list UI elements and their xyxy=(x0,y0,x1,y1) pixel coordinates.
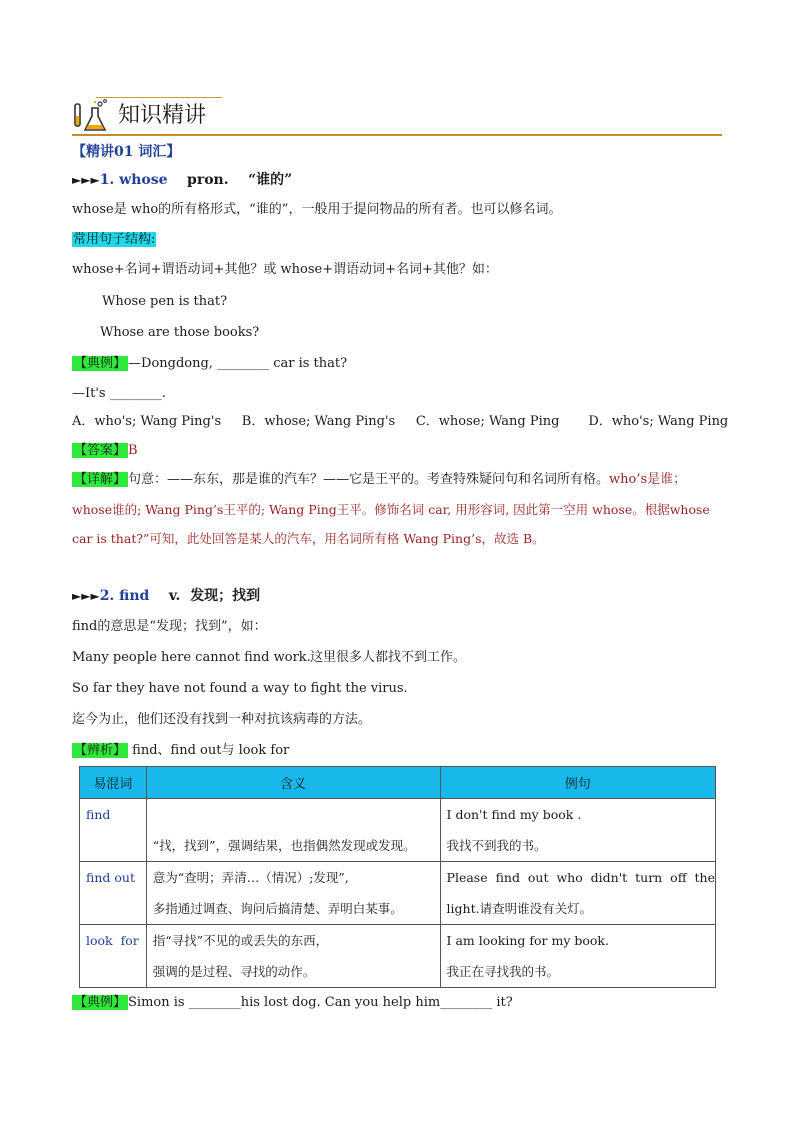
table-header-word: 易混词 xyxy=(80,767,147,799)
item2-sentence-1-en: Many people here cannot find work. xyxy=(72,650,311,665)
table-cell-example: I am looking for my book. 我正在寻找我的书。 xyxy=(440,925,715,988)
structure-tag-line xyxy=(72,232,156,248)
section-header xyxy=(72,96,722,136)
example-tag: 【典例】 xyxy=(74,995,127,1010)
lab-flask-icon xyxy=(72,98,112,134)
header-top-rule xyxy=(96,97,222,98)
table-header-example: 例句 xyxy=(440,767,715,799)
answer-line xyxy=(72,443,138,459)
table-cell-example: Please find out who didn't turn off the light.请查明谁没有关灯。 xyxy=(440,862,715,925)
item2-sentence-2-zh: 迄今为止，他们还没有找到一种对抗该病毒的方法。 xyxy=(72,712,372,727)
example-question xyxy=(72,356,347,372)
table-header-meaning: 含义 xyxy=(146,767,440,799)
answer-options: A．who's; Wang Ping's B．whose; Wang Ping's C．whose; Wang Ping D．who's; Wang Ping xyxy=(72,414,729,429)
triangle-arrows-icon: ►►► xyxy=(72,173,100,187)
item2-label: 2. find xyxy=(99,588,150,604)
structure-pattern: whose+名词+谓语动词+其他？或 whose+谓语动词+名词+其他？如： xyxy=(72,262,498,277)
detail-line-2: whose谁的; Wang Ping’s王平的; Wang Ping王平。修饰名词 car, 用形容词, 因此第一空用 whose。根据whose xyxy=(72,502,710,517)
item1-description: whose是 who的所有格形式，“谁的”，一般用于提问物品的所有者。也可以修名词。 xyxy=(72,202,562,217)
item2-pos: v. xyxy=(168,588,181,604)
item2-sentence-1-zh: 这里很多人都找不到工作。 xyxy=(310,650,467,665)
item2-heading xyxy=(72,588,260,604)
example-sentence-2: Whose are those books? xyxy=(100,325,260,340)
table-cell-example: I don't find my book . 我找不到我的书。 xyxy=(440,799,715,862)
section-title: 知识精讲 xyxy=(118,103,207,128)
item2-example-text: Simon is ________his lost dog. Can you help him________ it? xyxy=(128,995,513,1010)
table-header-row xyxy=(80,767,716,799)
table-cell-word: find xyxy=(80,799,147,862)
table-cell-word: find out xyxy=(80,862,147,925)
answer-value: B xyxy=(128,443,138,458)
item1-heading xyxy=(72,172,292,188)
example-sentence-1: Whose pen is that? xyxy=(102,294,228,309)
answer-tag: 【答案】 xyxy=(74,443,127,458)
compare-line xyxy=(72,743,289,759)
lecture-heading: 【精讲01 词汇】 xyxy=(72,144,181,160)
detail-text-1a: 句意：——东东，那是谁的汽车？——它是王平的。考查特殊疑问句和名词所有格。 xyxy=(128,472,610,487)
compare-tag: 【辨析】 xyxy=(74,743,127,758)
item2-example xyxy=(72,995,513,1011)
header-bottom-rule xyxy=(72,134,722,136)
example-question-text: —Dongdong, ________ car is that? xyxy=(128,356,348,371)
comparison-table xyxy=(79,766,716,988)
table-cell-meaning: 意为“查明；弄清…（情况）;发现”, 多指通过调查、询问后搞清楚、弄明白某事。 xyxy=(146,862,440,925)
detail-tag: 【详解】 xyxy=(74,472,127,487)
example-tag: 【典例】 xyxy=(74,356,127,371)
detail-text-1b: who’s是谁； xyxy=(609,472,687,487)
item1-pos: pron. xyxy=(187,172,229,188)
item1-gloss: “谁的” xyxy=(248,172,293,188)
example-answer-prompt: —It's ________. xyxy=(72,386,166,401)
compare-text: find、find out与 look for xyxy=(132,743,290,758)
item1-label: 1. whose xyxy=(99,172,168,188)
table-cell-word: look for xyxy=(80,925,147,988)
item2-sentence-2-en: So far they have not found a way to fight the virus. xyxy=(72,681,408,696)
item2-gloss: 发现；找到 xyxy=(190,588,261,604)
table-row xyxy=(80,799,716,862)
structure-tag: 常用句子结构: xyxy=(73,232,156,247)
table-row xyxy=(80,925,716,988)
detail-line-1 xyxy=(72,472,686,488)
table-row xyxy=(80,862,716,925)
item2-description: find的意思是“发现；找到”，如： xyxy=(72,619,267,634)
triangle-arrows-icon: ►►► xyxy=(72,589,100,603)
table-cell-meaning: “找，找到”，强调结果，也指偶然发现或发现。 xyxy=(146,799,440,862)
detail-line-3: car is that?”可知，此处回答是某人的汽车，用名词所有格 Wang Ping’s，故选 B。 xyxy=(72,531,545,546)
table-cell-meaning: 指“寻找”不见的或丢失的东西， 强调的是过程、寻找的动作。 xyxy=(146,925,440,988)
